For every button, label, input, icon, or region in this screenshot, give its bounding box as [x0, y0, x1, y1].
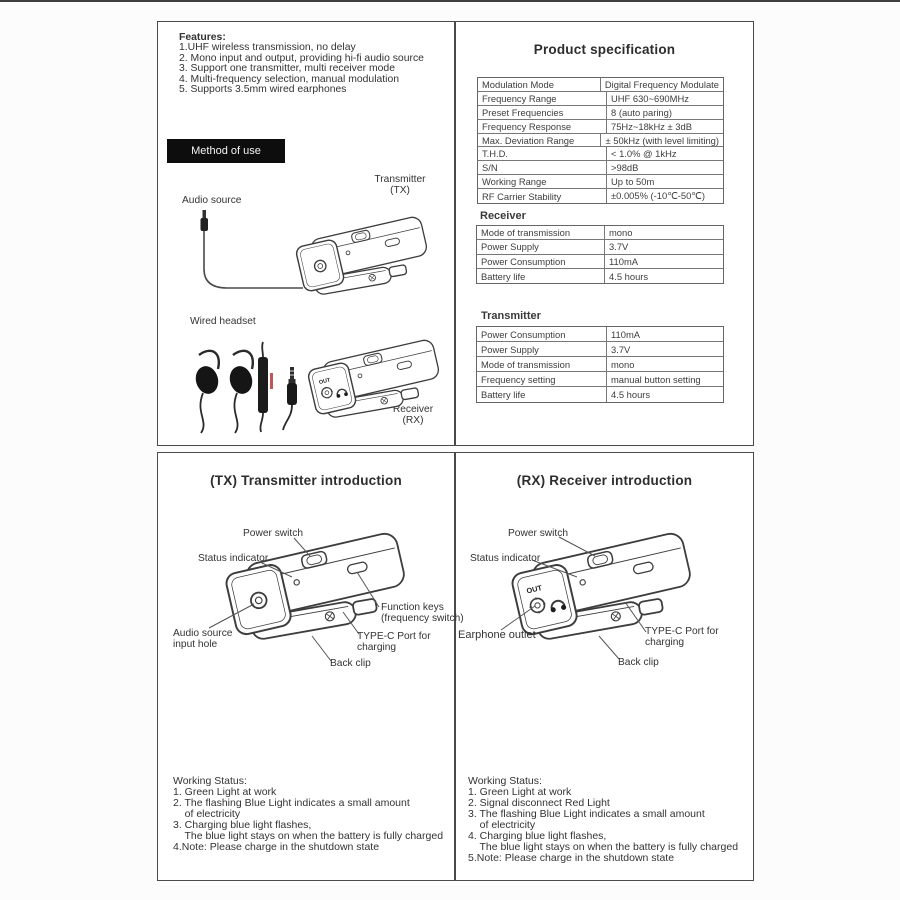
transmitter-table [476, 326, 724, 403]
rx-earphone-outlet-label: Earphone outlet [458, 629, 536, 641]
inline-remote-drawing [258, 342, 273, 432]
spec-value: 8 (auto paring) [611, 106, 672, 118]
table-row [477, 372, 723, 387]
tx-type-c-line1: TYPE-C Port for [357, 631, 431, 642]
spec-value: Up to 50m [611, 176, 655, 188]
feature-item: 1.UHF wireless transmission, no delay [179, 42, 356, 54]
spec-cell [455, 21, 754, 445]
rx-working-status [468, 776, 738, 864]
receiver-label-line1: Receiver [392, 404, 434, 415]
spec-value: Digital Frequency Modulate [604, 78, 719, 90]
table-row [478, 147, 723, 161]
rx-intro-title: (RX) Receiver introduction [516, 473, 693, 488]
spec-key: Frequency Response [478, 120, 607, 133]
features-title: Features: [179, 32, 226, 43]
feature-item: 2. Mono input and output, providing hi-fi audio source [179, 52, 424, 64]
spec-key: Max. Deviation Range [478, 134, 601, 147]
spec-title: Product specification [533, 42, 676, 57]
status-line: 5.Note: Please charge in the shutdown state [468, 852, 675, 864]
table-row [477, 269, 723, 283]
spec-key: Battery life [477, 387, 607, 402]
spec-key: Power Supply [477, 240, 605, 253]
table-row [478, 92, 723, 106]
table-row [477, 342, 723, 357]
rx-type-c-line1: TYPE-C Port for [645, 626, 719, 637]
feature-item: 4. Multi-frequency selection, manual modulation [179, 73, 400, 85]
wired-headset-label: Wired headset [190, 316, 256, 327]
receiver-drawing-small [306, 338, 445, 425]
table-row [478, 161, 723, 175]
spec-key: Power Supply [477, 342, 607, 356]
spec-main-table [477, 77, 724, 204]
tx-audio-input-line1: Audio source [173, 628, 233, 639]
status-line: of electricity [173, 808, 241, 820]
tx-status-indicator-label: Status indicator [198, 553, 269, 564]
tx-type-c-label [357, 631, 431, 653]
receiver-label-line2: (RX) [402, 415, 424, 426]
table-row [477, 387, 723, 402]
audio-plug-drawing [283, 367, 297, 430]
receiver-table [476, 225, 724, 284]
spec-key: Frequency Range [478, 92, 607, 105]
rx-intro-cell [455, 452, 754, 880]
table-row [478, 106, 723, 120]
status-line: 4. Charging blue light flashes, [468, 830, 607, 842]
audio-cable-drawing [201, 210, 304, 288]
earbuds-drawing [193, 351, 255, 433]
table-row [478, 189, 723, 203]
table-row [478, 78, 723, 92]
status-line: 3. The flashing Blue Light indicates a small amount [468, 808, 705, 820]
spec-value: < 1.0% @ 1kHz [611, 148, 677, 160]
spec-key: Battery life [477, 269, 605, 283]
tx-intro-cell [157, 452, 464, 880]
table-row [477, 327, 723, 342]
transmitter-label-line2: (TX) [390, 185, 410, 196]
tx-working-status-title: Working Status: [173, 775, 247, 787]
rx-working-status-title: Working Status: [468, 775, 542, 787]
feature-item: 3. Support one transmitter, multi receiver mode [179, 63, 395, 75]
tx-function-keys-label [381, 602, 464, 624]
tx-working-status [173, 776, 443, 853]
table-row [478, 175, 723, 189]
status-line: 3. Charging blue light flashes, [173, 819, 312, 831]
spec-key: T.H.D. [478, 147, 607, 160]
spec-value: 75Hz~18kHz ± 3dB [611, 120, 692, 132]
spec-value: mono [611, 358, 635, 370]
transmitter-label-line1: Transmitter [374, 174, 426, 185]
spec-value: UHF 630~690MHz [611, 92, 689, 104]
transmitter-heading: Transmitter [481, 310, 541, 322]
usage-cell [157, 21, 455, 445]
page-top-edge [0, 0, 900, 2]
spec-key: Modulation Mode [478, 78, 601, 91]
tx-function-keys-line1: Function keys [381, 602, 444, 613]
rx-type-c-line2: charging [645, 637, 685, 648]
spec-key: Working Range [478, 175, 607, 188]
spec-key: Mode of transmission [477, 226, 605, 239]
status-line: 2. Signal disconnect Red Light [468, 797, 610, 809]
status-line: The blue light stays on when the battery is fully charged [468, 841, 739, 853]
remote-marking [270, 373, 273, 389]
rx-power-switch-label: Power switch [508, 528, 569, 539]
status-line: 2. The flashing Blue Light indicates a small amount [173, 797, 410, 809]
tx-audio-input-label [173, 628, 232, 650]
table-row [478, 134, 723, 148]
rx-back-clip-label: Back clip [618, 657, 659, 668]
status-line: 1. Green Light at work [173, 786, 277, 798]
spec-value: 3.7V [609, 241, 629, 253]
rx-type-c-label [645, 626, 719, 648]
table-row [477, 255, 723, 269]
spec-value: 4.5 hours [609, 270, 649, 282]
spec-value: 3.7V [611, 343, 631, 355]
receiver-heading: Receiver [480, 210, 526, 222]
tx-power-switch-label: Power switch [243, 528, 304, 539]
table-row [477, 357, 723, 372]
spec-value: 4.5 hours [611, 389, 651, 400]
usage-diagram [157, 21, 455, 445]
spec-value: mono [609, 227, 633, 239]
spec-key: Mode of transmission [477, 357, 607, 371]
spec-key: Power Consumption [477, 327, 607, 341]
tx-intro-title: (TX) Transmitter introduction [210, 473, 402, 488]
spec-value: 110mA [609, 255, 639, 267]
audio-source-label: Audio source [182, 195, 242, 206]
spec-key: RF Carrier Stability [478, 189, 607, 203]
transmitter-drawing-small [294, 215, 433, 302]
table-row [478, 120, 723, 134]
status-line: 1. Green Light at work [468, 786, 572, 798]
table-row [477, 240, 723, 254]
table-row [477, 226, 723, 240]
tx-audio-input-line2: input hole [173, 639, 218, 650]
method-of-use-header: Method of use [167, 139, 285, 163]
spec-value: >98dB [611, 162, 639, 174]
spec-value: manual button setting [611, 373, 701, 385]
spec-key: Frequency setting [477, 372, 607, 386]
rx-status-indicator-label: Status indicator [470, 553, 541, 564]
spec-key: Preset Frequencies [478, 106, 607, 119]
tx-type-c-line2: charging [357, 642, 397, 653]
spec-value: ±0.005% (-10℃-50℃) [611, 190, 705, 202]
feature-item: 5. Supports 3.5mm wired earphones [179, 84, 347, 96]
tx-function-keys-line2: (frequency switch) [381, 613, 464, 624]
spec-value: 110mA [611, 328, 641, 340]
tx-back-clip-label: Back clip [330, 658, 371, 669]
status-line: of electricity [468, 819, 536, 831]
status-line: 4.Note: Please charge in the shutdown state [173, 841, 380, 853]
status-line: The blue light stays on when the battery is fully charged [173, 830, 444, 842]
spec-key: S/N [478, 161, 607, 174]
spec-value: ± 50kHz (with level limiting) [605, 134, 719, 146]
spec-key: Power Consumption [477, 255, 605, 268]
